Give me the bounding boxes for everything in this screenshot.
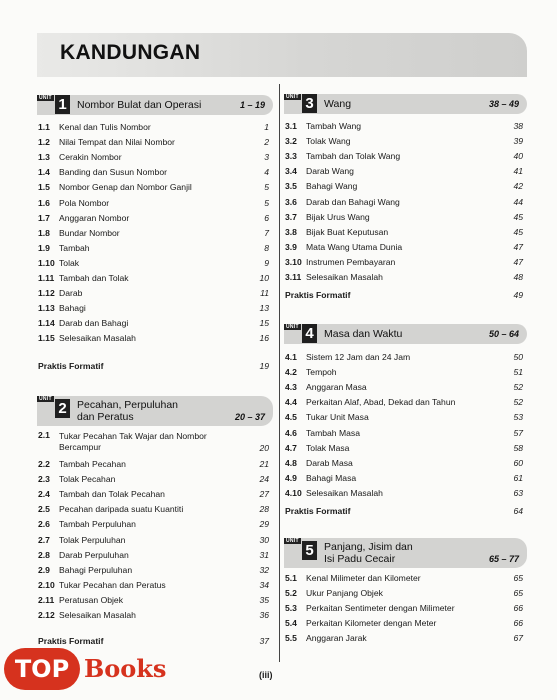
- toc-entry-page: 29: [259, 519, 269, 530]
- toc-entry: [37, 548, 273, 563]
- toc-entry-page: 24: [259, 474, 269, 485]
- unit-title: Panjang, Jisim dan Isi Padu Cecair: [324, 541, 413, 565]
- unit-tag: UNIT: [39, 95, 52, 101]
- toc-entry-number: 3.11: [285, 272, 302, 282]
- toc-entry-page: 1: [264, 122, 269, 132]
- toc-entry: [284, 134, 527, 149]
- toc-entry: [284, 471, 527, 486]
- toc-entry-page: 3: [264, 152, 269, 163]
- toc-entry-page: 9: [264, 257, 269, 268]
- toc-entry-title: Tambah Pecahan: [59, 459, 126, 469]
- toc-entry-title: Pecahan daripada suatu Kuantiti: [59, 504, 184, 515]
- toc-entry: [37, 331, 273, 346]
- toc-entry: [284, 380, 527, 395]
- toc-entry: [37, 608, 273, 623]
- toc-entry-page: 53: [513, 412, 523, 423]
- toc-entry-number: 3.8: [285, 226, 297, 237]
- toc-entry-page: 67: [513, 633, 523, 644]
- unit-5-header: [284, 538, 527, 568]
- toc-entry-title: Tambah dan Tolak: [59, 273, 129, 283]
- toc-entry: [284, 601, 527, 616]
- toc-entry-title: Anggaran Masa: [306, 382, 367, 393]
- toc-entry-page: 34: [259, 579, 269, 590]
- toc-entry: [37, 533, 273, 548]
- toc-entry-title: Pola Nombor: [59, 197, 110, 208]
- toc-entry: [284, 441, 527, 456]
- toc-entry-page: 39: [513, 136, 523, 147]
- toc-entry-number: 1.7: [38, 212, 50, 223]
- toc-entry-title: Banding dan Susun Nombor: [59, 167, 167, 178]
- toc-entry-page: 6: [264, 212, 269, 223]
- unit-tag: UNIT: [39, 396, 52, 402]
- toc-entry-page: 21: [259, 459, 269, 469]
- toc-entry-page: 47: [513, 256, 523, 267]
- toc-entry-title: Tambah Perpuluhan: [59, 519, 136, 530]
- toc-entry-number: 2.1: [38, 430, 50, 440]
- toc-entry-number: 3.9: [285, 241, 297, 252]
- toc-entry-number: 2.9: [38, 564, 50, 575]
- toc-entry-number: 1.8: [38, 227, 50, 238]
- toc-entry-number: 2.7: [38, 534, 50, 545]
- toc-entry: [37, 502, 273, 517]
- toc-entry-number: 2.11: [38, 594, 55, 605]
- toc-entry-number: 2.3: [38, 474, 50, 485]
- toc-entry-title: Nilai Tempat dan Nilai Nombor: [59, 137, 175, 148]
- toc-entry-title: Darab: [59, 288, 83, 299]
- toc-entry-title: Tambah dan Tolak Pecahan: [59, 489, 165, 500]
- unit-number: 2: [55, 399, 70, 418]
- toc-entry-title: Perkaitan Sentimeter dengan Milimeter: [306, 603, 455, 614]
- toc-entry: [284, 616, 527, 631]
- toc-entry: [37, 430, 273, 456]
- logo-top: TOP: [4, 648, 80, 690]
- toc-entry-number: 5.5: [285, 633, 297, 644]
- toc-entry: [284, 195, 527, 210]
- toc-entry-number: 3.1: [285, 121, 297, 131]
- toc-entry-page: 63: [513, 487, 523, 498]
- toc-entry: [37, 472, 273, 487]
- toc-entry: [37, 301, 273, 316]
- toc-entry-title: Tukar Pecahan Tak Wajar dan Nombor Bercampur: [59, 431, 207, 452]
- toc-entry-number: 4.1: [285, 352, 297, 362]
- column-divider: [279, 84, 280, 662]
- toc-entry-page: 52: [513, 397, 523, 408]
- toc-entry: [37, 563, 273, 578]
- toc-entry-title: Darab Perpuluhan: [59, 549, 129, 560]
- page-number: (iii): [259, 670, 273, 680]
- practice-label: Praktis Formatif: [38, 361, 104, 371]
- toc-entry-page: 38: [513, 121, 523, 131]
- toc-entry-title: Tukar Unit Masa: [306, 412, 369, 423]
- toc-entry: [284, 179, 527, 194]
- toc-entry-title: Perkaitan Alaf, Abad, Dekad dan Tahun: [306, 397, 456, 408]
- toc-entry-number: 4.8: [285, 457, 297, 468]
- toc-entry-title: Tambah Masa: [306, 427, 360, 438]
- toc-entry-title: Tolak Pecahan: [59, 474, 116, 485]
- toc-entry-number: 1.4: [38, 167, 50, 178]
- toc-entry: [284, 240, 527, 255]
- toc-entry-number: 3.7: [285, 211, 297, 222]
- practice-label: Praktis Formatif: [285, 290, 351, 300]
- unit-tag: UNIT: [286, 94, 299, 100]
- toc-entry: [284, 586, 527, 601]
- toc-entry: [37, 135, 273, 150]
- toc-entry-number: 1.9: [38, 242, 50, 253]
- toc-entry-number: 3.6: [285, 196, 297, 207]
- toc-entry-page: 32: [259, 564, 269, 575]
- toc-entry: [284, 410, 527, 425]
- unit-pages: 38 – 49: [488, 99, 519, 109]
- toc-entry: [37, 593, 273, 608]
- toc-entry-page: 50: [513, 352, 523, 362]
- toc-entry-title: Selesaikan Masalah: [306, 487, 383, 498]
- toc-entry-number: 2.8: [38, 549, 50, 560]
- toc-entry: [37, 226, 273, 241]
- toc-entry-page: 48: [513, 272, 523, 282]
- toc-entry-title: Sistem 12 Jam dan 24 Jam: [306, 352, 411, 362]
- unit-number: 1: [55, 95, 70, 114]
- toc-entry-page: 2: [264, 137, 269, 148]
- toc-entry-page: 10: [259, 273, 269, 283]
- toc-entry-title: Selesaikan Masalah: [306, 272, 383, 282]
- toc-entry: [37, 487, 273, 502]
- toc-entry: [284, 631, 527, 646]
- toc-entry-title: Instrumen Pembayaran: [306, 256, 396, 267]
- toc-entry-title: Darab Masa: [306, 457, 353, 468]
- toc-entry-page: 27: [259, 489, 269, 500]
- toc-entry-number: 1.12: [38, 288, 55, 299]
- practice-label: Praktis Formatif: [285, 506, 351, 516]
- toc-entry-page: 60: [513, 457, 523, 468]
- toc-entry-title: Tolak Masa: [306, 442, 350, 453]
- toc-entry-page: 42: [513, 181, 523, 192]
- toc-entry: [37, 517, 273, 532]
- toc-entry-number: 4.4: [285, 397, 297, 408]
- toc-entry: [284, 456, 527, 471]
- toc-entry-number: 4.9: [285, 472, 297, 483]
- unit-2-header: [37, 396, 273, 426]
- toc-entry-title: Anggaran Jarak: [306, 633, 367, 644]
- toc-entry-page: 5: [264, 197, 269, 208]
- toc-entry-title: Perkaitan Kilometer dengan Meter: [306, 618, 437, 629]
- unit-pages: 1 – 19: [239, 100, 265, 110]
- toc-entry-title: Cerakin Nombor: [59, 152, 122, 163]
- toc-entry-title: Tempoh: [306, 367, 337, 378]
- toc-entry: [284, 210, 527, 225]
- toc-entry: [284, 225, 527, 240]
- toc-entry-title: Darab dan Bahagi Wang: [306, 196, 400, 207]
- toc-entry-page: 61: [513, 472, 523, 483]
- unit-number: 5: [302, 541, 317, 560]
- toc-entry-page: 4: [264, 167, 269, 178]
- toc-entry-title: Darab dan Bahagi: [59, 318, 129, 329]
- toc-entry-number: 5.3: [285, 603, 297, 614]
- toc-entry-number: 2.10: [38, 579, 55, 590]
- topbooks-logo: [4, 648, 180, 690]
- toc-entry-number: 1.14: [38, 318, 55, 329]
- toc-entry-title: Tambah Wang: [306, 121, 362, 131]
- toc-entry-number: 1.6: [38, 197, 50, 208]
- toc-entry-title: Peratusan Objek: [59, 594, 124, 605]
- toc-entry-number: 1.3: [38, 152, 50, 163]
- toc-entry-page: 47: [513, 241, 523, 252]
- toc-entry: [284, 486, 527, 501]
- unit-3-header: [284, 94, 527, 114]
- practice-page: 37: [259, 636, 269, 646]
- toc-entry-number: 2.12: [38, 610, 55, 620]
- toc-entry-page: 41: [513, 166, 523, 177]
- toc-entry-number: 2.2: [38, 459, 50, 469]
- practice-page: 49: [513, 290, 523, 300]
- toc-entry-number: 4.3: [285, 382, 297, 393]
- unit-number: 3: [302, 94, 317, 113]
- toc-entry-number: 5.4: [285, 618, 297, 629]
- toc-entry-number: 3.3: [285, 151, 297, 162]
- toc-entry-page: 65: [513, 573, 523, 583]
- toc-entry: [284, 164, 527, 179]
- toc-entry-title: Tambah dan Tolak Wang: [306, 151, 401, 162]
- practice-page: 19: [259, 361, 269, 371]
- unit-1-header: [37, 95, 273, 115]
- toc-entry: [37, 120, 273, 135]
- toc-entry-number: 3.5: [285, 181, 297, 192]
- toc-entry: [37, 286, 273, 301]
- toc-entry: [284, 255, 527, 270]
- practice-page: 64: [513, 506, 523, 516]
- toc-entry-title: Tambah: [59, 242, 90, 253]
- toc-entry-page: 65: [513, 588, 523, 599]
- unit-pages: 50 – 64: [488, 329, 519, 339]
- unit-4-header: [284, 324, 527, 344]
- toc-entry-number: 1.10: [38, 257, 55, 268]
- toc-entry: [37, 180, 273, 195]
- toc-entry-title: Bundar Nombor: [59, 227, 120, 238]
- toc-entry-title: Tolak: [59, 257, 80, 268]
- toc-entry-page: 35: [259, 594, 269, 605]
- toc-entry-page: 30: [259, 534, 269, 545]
- unit-title: Nombor Bulat dan Operasi: [77, 99, 202, 111]
- toc-entry-page: 13: [259, 303, 269, 314]
- toc-entry: [284, 119, 527, 134]
- toc-entry: [37, 165, 273, 180]
- unit-tag: UNIT: [286, 538, 299, 544]
- toc-entry-title: Kenal Milimeter dan Kilometer: [306, 573, 421, 583]
- toc-entry: [284, 149, 527, 164]
- toc-entry-number: 1.5: [38, 182, 50, 193]
- toc-entry: [37, 241, 273, 256]
- toc-entry-title: Bijak Buat Keputusan: [306, 226, 389, 237]
- toc-entry-page: 52: [513, 382, 523, 393]
- toc-entry-page: 66: [513, 603, 523, 614]
- toc-entry-number: 5.2: [285, 588, 297, 599]
- toc-entry-title: Selesaikan Masalah: [59, 333, 136, 344]
- toc-entry-number: 3.10: [285, 256, 302, 267]
- toc-entry-title: Bahagi Masa: [306, 472, 357, 483]
- toc-entry-page: 5: [264, 182, 269, 193]
- toc-entry-title: Bahagi Wang: [306, 181, 358, 192]
- toc-entry-number: 4.7: [285, 442, 297, 453]
- toc-entry-title: Ukur Panjang Objek: [306, 588, 383, 599]
- toc-entry: [284, 365, 527, 380]
- toc-entry-title: Tukar Pecahan dan Peratus: [59, 579, 166, 590]
- toc-entry-page: 15: [259, 318, 269, 329]
- toc-entry-page: 20: [259, 443, 269, 453]
- unit-pages: 65 – 77: [488, 554, 519, 564]
- toc-entry: [284, 270, 527, 285]
- toc-entry-number: 4.2: [285, 367, 297, 378]
- toc-entry-page: 40: [513, 151, 523, 162]
- toc-entry-title: Tolak Perpuluhan: [59, 534, 126, 545]
- unit-title: Pecahan, Perpuluhan dan Peratus: [77, 399, 178, 423]
- toc-entry-page: 8: [264, 242, 269, 253]
- toc-entry-number: 1.11: [38, 273, 55, 283]
- toc-entry-title: Bahagi Perpuluhan: [59, 564, 133, 575]
- toc-entry: [37, 256, 273, 271]
- unit-number: 4: [302, 324, 317, 343]
- toc-entry: [37, 578, 273, 593]
- toc-entry: [37, 316, 273, 331]
- toc-entry-number: 4.6: [285, 427, 297, 438]
- toc-entry-page: 28: [259, 504, 269, 515]
- toc-entry-number: 1.15: [38, 333, 55, 344]
- toc-entry: [284, 571, 527, 586]
- unit-pages: 20 – 37: [234, 412, 265, 422]
- unit-tag: UNIT: [286, 324, 299, 330]
- toc-entry: [37, 211, 273, 226]
- page-title: KANDUNGAN: [60, 41, 201, 64]
- toc-entry-number: 2.5: [38, 504, 50, 515]
- toc-entry-number: 1.2: [38, 137, 50, 148]
- toc-entry-title: Mata Wang Utama Dunia: [306, 241, 403, 252]
- toc-entry-number: 1.1: [38, 122, 50, 132]
- unit-title: Wang: [324, 98, 352, 110]
- toc-entry-number: 5.1: [285, 573, 297, 583]
- toc-entry: [284, 395, 527, 410]
- toc-entry-page: 36: [259, 610, 269, 620]
- toc-entry-title: Tolak Wang: [306, 136, 351, 147]
- toc-entry-page: 31: [259, 549, 269, 560]
- toc-entry-title: Darab Wang: [306, 166, 354, 177]
- unit-title: Masa dan Waktu: [324, 328, 403, 340]
- toc-entry-title: Nombor Genap dan Nombor Ganjil: [59, 182, 192, 193]
- toc-entry-page: 44: [513, 196, 523, 207]
- toc-entry-title: Selesaikan Masalah: [59, 610, 136, 620]
- toc-entry-page: 16: [259, 333, 269, 344]
- logo-books: Books: [84, 654, 167, 683]
- toc-entry-number: 2.6: [38, 519, 50, 530]
- toc-entry-page: 7: [264, 227, 269, 238]
- toc-entry-number: 4.10: [285, 487, 302, 498]
- practice-label: Praktis Formatif: [38, 636, 104, 646]
- toc-entry: [37, 196, 273, 211]
- toc-entry-title: Kenal dan Tulis Nombor: [59, 122, 151, 132]
- toc-entry-page: 58: [513, 442, 523, 453]
- toc-entry-number: 4.5: [285, 412, 297, 423]
- toc-entry-number: 2.4: [38, 489, 50, 500]
- toc-entry-page: 45: [513, 226, 523, 237]
- toc-entry-number: 3.2: [285, 136, 297, 147]
- toc-entry: [284, 426, 527, 441]
- toc-entry-number: 1.13: [38, 303, 55, 314]
- toc-entry-page: 51: [513, 367, 523, 378]
- toc-entry: [37, 150, 273, 165]
- toc-entry-page: 45: [513, 211, 523, 222]
- toc-entry-page: 11: [260, 288, 269, 299]
- toc-entry: [284, 350, 527, 365]
- toc-entry-title: Anggaran Nombor: [59, 212, 130, 223]
- toc-entry: [37, 457, 273, 472]
- toc-entry: [37, 271, 273, 286]
- toc-entry-page: 66: [513, 618, 523, 629]
- toc-entry-number: 3.4: [285, 166, 297, 177]
- toc-entry-title: Bijak Urus Wang: [306, 211, 370, 222]
- toc-entry-page: 57: [513, 427, 523, 438]
- toc-entry-title: Bahagi: [59, 303, 86, 314]
